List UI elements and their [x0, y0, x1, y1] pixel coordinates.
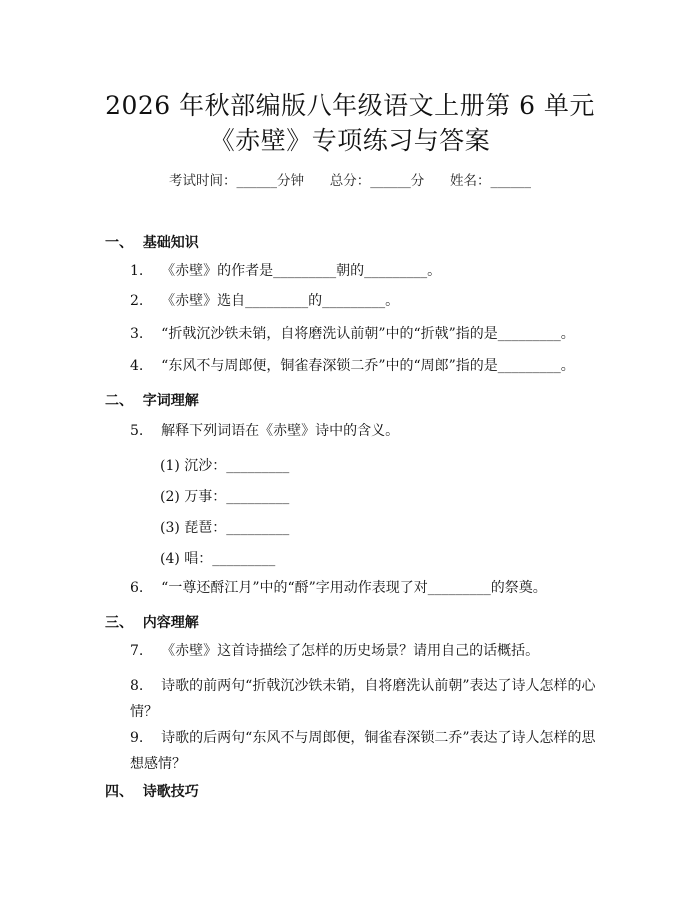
section-heading-poetry-techniques: 四、 诗歌技巧 [105, 784, 199, 800]
section-heading-content: 三、 内容理解 [105, 615, 199, 631]
question-8: 8. 诗歌的前两句“折戟沉沙铁未销，自将磨洗认前朝”表达了诗人怎样的心情？ [130, 678, 596, 720]
question-5-item-3: (3) 琵琶：_________ [160, 520, 290, 536]
section-heading-basic-knowledge: 一、 基础知识 [105, 235, 199, 251]
page-title-line2: 《赤壁》专项练习与答案 [209, 126, 491, 155]
question-5: 5. 解释下列词语在《赤壁》诗中的含义。 [130, 423, 400, 439]
question-7: 7. 《赤壁》这首诗描绘了怎样的历史场景？请用自己的话概括。 [130, 643, 540, 659]
question-3: 3. “折戟沉沙铁未销，自将磨洗认前朝”中的“折戟”指的是_________。 [130, 326, 575, 342]
question-1: 1. 《赤壁》的作者是_________朝的_________。 [130, 263, 442, 279]
question-2: 2. 《赤壁》选自_________的_________。 [130, 293, 400, 309]
exam-info-line: 考试时间：______分钟 总分：______分 姓名：______ [169, 173, 531, 189]
question-6: 6. “一尊还酹江月”中的“酹”字用动作表现了对_________的祭奠。 [130, 580, 547, 596]
section-heading-vocabulary: 二、 字词理解 [105, 393, 199, 409]
question-5-item-2: (2) 万事：_________ [160, 489, 290, 505]
question-9: 9. 诗歌的后两句“东风不与周郎便，铜雀春深锁二乔”表达了诗人怎样的思想感情？ [130, 730, 596, 772]
question-5-item-1: (1) 沉沙：_________ [160, 458, 290, 474]
question-5-item-4: (4) 唱：_________ [160, 551, 276, 567]
page-title-line1: 2026 年秋部编版八年级语文上册第 6 单元 [105, 91, 595, 120]
question-4: 4. “东风不与周郎便，铜雀春深锁二乔”中的“周郎”指的是_________。 [130, 358, 575, 374]
